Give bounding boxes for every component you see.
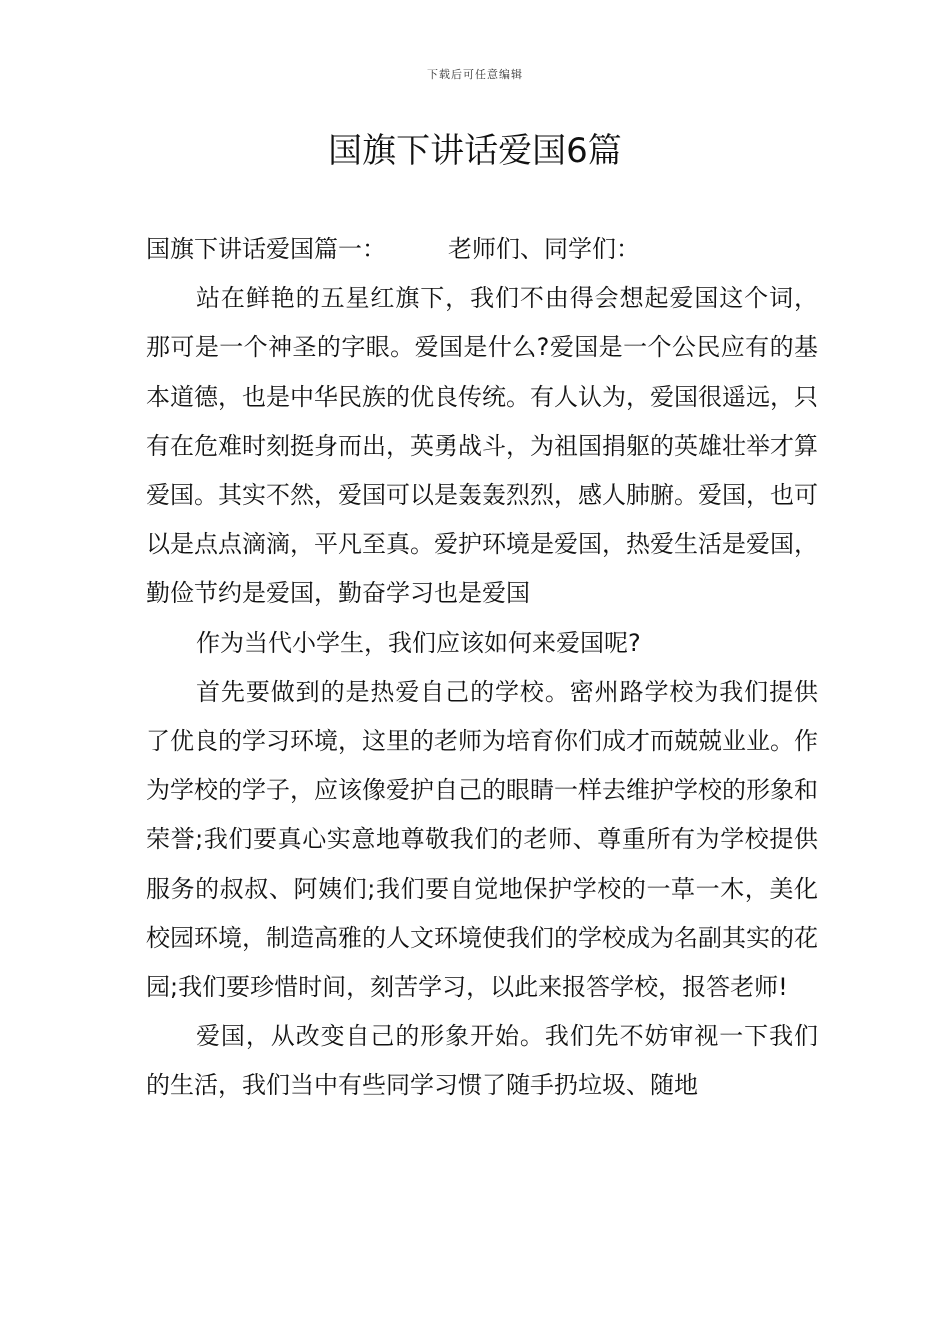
header-note: 下载后可任意编辑 <box>427 68 523 81</box>
intro-line <box>146 225 818 274</box>
paragraph: 站在鲜艳的五星红旗下，我们不由得会想起爱国这个词，那可是一个神圣的字眼。爱国是什么?爱国是一个公民应有的基本道德，也是中华民族的优良传统。有人认为，爱国很遥远，只有在危难时刻挺身而出，英勇战斗，为祖国捐躯的英雄壮举才算爱国。其实不然，爱国可以是轰轰烈烈，感人肺腑。爱国，也可以是点点滴滴，平凡至真。爱护环境是爱国，热爱生活是爱国，勤俭节约是爱国，勤奋学习也是爱国 <box>146 284 818 608</box>
document-body <box>146 225 818 1111</box>
paragraph: 爱国，从改变自己的形象开始。我们先不妨审视一下我们的生活，我们当中有些同学习惯了随手扔垃圾、随地 <box>146 1022 818 1100</box>
paragraph: 首先要做到的是热爱自己的学校。密州路学校为我们提供了优良的学习环境，这里的老师为培育你们成才而兢兢业业。作为学校的学子，应该像爱护自己的眼睛一样去维护学校的形象和荣誉;我们要真心实意地尊敬我们的老师、尊重所有为学校提供服务的叔叔、阿姨们;我们要自觉地保护学校的一草一木，美化校园环境，制造高雅的人文环境使我们的学校成为名副其实的花园;我们要珍惜时间，刻苦学习，以此来报答学校，报答老师! <box>146 677 818 1002</box>
section-heading: 国旗下讲话爱国篇一： <box>146 235 386 263</box>
paragraph: 作为当代小学生，我们应该如何来爱国呢? <box>196 628 641 657</box>
document-title: 国旗下讲话爱国6篇 <box>328 131 622 171</box>
greeting: 老师们、同学们： <box>448 235 640 263</box>
